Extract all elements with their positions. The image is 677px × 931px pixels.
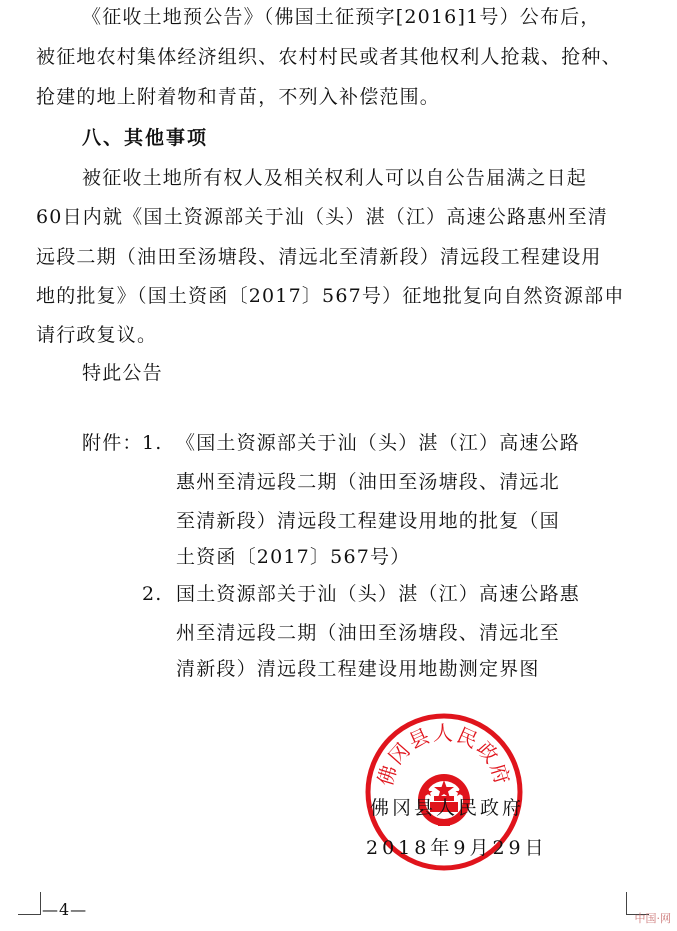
body-line: 被征地农村集体经济组织、农村村民或者其他权利人抢栽、抢种、 — [36, 46, 622, 68]
signature-text: 佛冈县人民政府 — [370, 797, 525, 819]
section-line: 被征收土地所有权人及相关权利人可以自公告届满之日起 — [82, 167, 588, 189]
attachment-line: 土资函〔2017〕567号） — [176, 546, 411, 568]
seal-text: 佛冈县人民政府 — [372, 721, 516, 789]
section-line: 地的批复》（国土资函〔2017〕567号）征地批复向自然资源部申 — [36, 285, 625, 307]
watermark: 中国·网 — [634, 912, 671, 925]
document-date: 2018年9月29日 — [366, 837, 548, 859]
attachment-line: 《国土资源部关于汕（头）湛（江）高速公路 — [176, 432, 581, 454]
attachment-number: 1. — [142, 432, 163, 454]
body-line: 《征收土地预公告》（佛国土征预字[2016]1号）公布后， — [82, 6, 601, 28]
page-corner-mark — [18, 892, 41, 915]
attachment-line: 惠州至清远段二期（油田至汤塘段、清远北 — [176, 471, 560, 493]
page-number: —4— — [42, 900, 88, 919]
attachment-line: 清新段）清远段工程建设用地勘测定界图 — [176, 658, 540, 680]
attachment-number: 2. — [142, 583, 163, 605]
section-line: 60日内就《国土资源部关于汕（头）湛（江）高速公路惠州至清 — [36, 206, 608, 228]
section-line: 远段二期（油田至汤塘段、清远北至清新段）清远段工程建设用 — [36, 246, 602, 268]
body-line: 抢建的地上附着物和青苗，不列入补偿范围。 — [36, 86, 441, 108]
attachment-line: 州至清远段二期（油田至汤塘段、清远北至 — [176, 622, 560, 644]
attachment-line: 至清新段）清远段工程建设用地的批复（国 — [176, 510, 560, 532]
section-line: 请行政复议。 — [36, 324, 158, 346]
attachment-line: 国土资源部关于汕（头）湛（江）高速公路惠 — [176, 583, 581, 605]
section-heading: 八、其他事项 — [82, 127, 209, 149]
attachments-label: 附件： — [82, 432, 143, 454]
closing-text: 特此公告 — [82, 362, 163, 384]
